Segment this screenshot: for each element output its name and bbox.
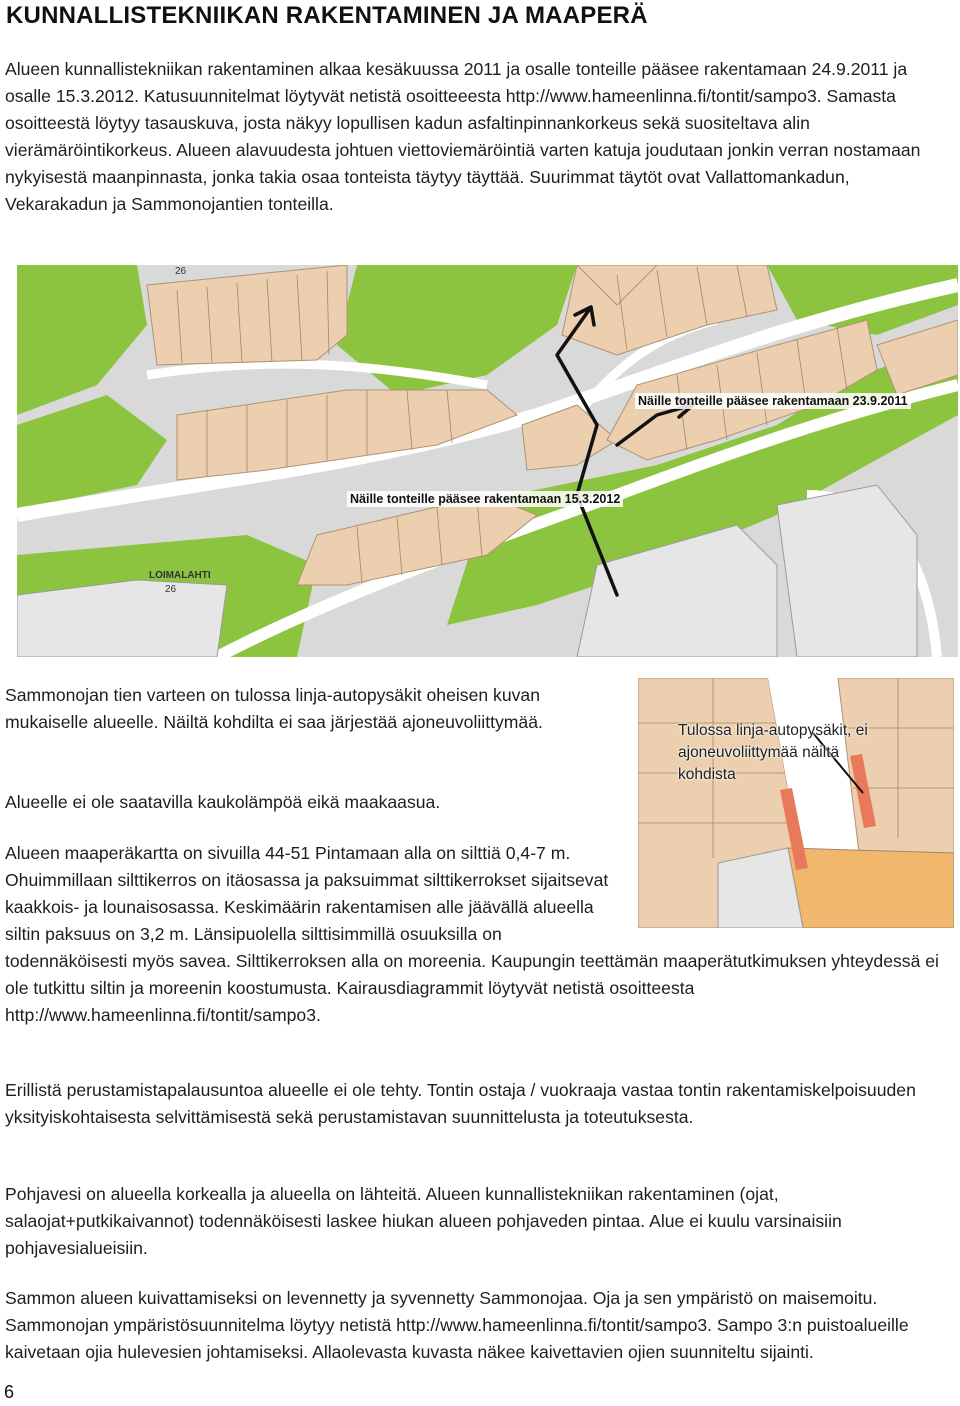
soil-paragraph-text: Alueen maaperäkartta on sivuilla 44-51 Pintamaan alla on silttiä 0,4-7 m. Ohuimmillaan silttikerros on itäosassa ja paksuimmat silttikerrokset sijaitsevat kaakkois- ja lounaisosassa. Keskimäärin rakentamisen alle jäävällä alueella siltin paksuus on 3,2 m. Länsipuolella silttisimmillä osuuksilla on todennäköisesti myös savea. Silttikerroksen alla on moreenia. Kaupungin teettämän maaperätutkimuksen yhteydessä ei ole tutkittu siltin ja moreenin koostumusta. Kairausdiagrammit löytyvät netistä osoitteesta http://www.hameenlinna.fi/tontit/sampo3. <box>5 843 939 1025</box>
map-district-name: LOIMALAHTI <box>149 570 211 581</box>
map-district-number: 26 <box>165 584 177 595</box>
map-label-2012: Näille tonteille pääsee rakentamaan 15.3.2012 <box>347 491 623 507</box>
section-heading: KUNNALLISTEKNIIKAN RAKENTAMINEN JA MAAPERÄ <box>6 2 648 29</box>
intro-paragraph: Alueen kunnallistekniikan rakentaminen alkaa kesäkuussa 2011 ja osalle tonteille pääsee rakentamaan 24.9.2011 ja osalle 15.3.2012. Katusuunnitelmat löytyvät netistä osoitteeesta http://www.hameenlinna.fi/tontit/sampo3. Samasta osoitteestä löytyy tasauskuva, josta näkyy lopullisen kadun asfaltinpinnankorkeus sekä suositeltava alin vierämäröintikorkeus. Alueen alavuudesta johtuen viettoviemäröintiä varten katuja joudutaan jonkin verran nostamaan nykyisestä maanpinnasta, jonka takia osaa tonteista täytyy täyttää. Suurimmat täytöt ovat Vallattomankadun, Vekarakadun ja Sammonojantien tonteilla. <box>5 59 921 214</box>
page-number: 6 <box>4 1382 15 1402</box>
zoning-map-drawing <box>17 265 958 657</box>
soil-paragraph <box>5 840 950 1029</box>
zoning-map <box>17 265 958 657</box>
bus-stop-paragraph: Sammonojan tien varteen on tulossa linja-autopysäkit oheisen kuvan mukaiselle alueelle. Näiltä kohdilta ei saa järjestää ajoneuvoliittymää. <box>5 685 543 732</box>
district-heating-paragraph: Alueelle ei ole saatavilla kaukolämpöä eikä maakaasua. <box>5 792 441 812</box>
inset-float-spacer <box>612 840 950 929</box>
groundwater-paragraph: Pohjavesi on alueella korkealla ja alueella on lähteitä. Alueen kunnallistekniikan rakentaminen (ojat, salaojat+putkikaivannot) todennäköisesti laskee hiukan alueen pohjaveden pintaa. Alue ei kuulu varsinaisiin pohjavesialueisiin. <box>5 1184 842 1258</box>
foundation-paragraph: Erillistä perustamistapalausuntoa alueelle ei ole tehty. Tontin ostaja / vuokraaja vastaa tontin rakentamiskelpoisuuden yksityiskohtaisesta selvittämisestä sekä perustamistavan suunnittelusta ja toteutuksesta. <box>5 1080 916 1127</box>
map-label-2011: Näille tonteille pääsee rakentamaan 23.9.2011 <box>635 393 911 409</box>
bus-stop-inset-label: Tulossa linja-autopysäkit, ei ajoneuvoliittymää näiltä kohdista <box>678 722 868 783</box>
drainage-paragraph: Sammon alueen kuivattamiseksi on levennetty ja syvennetty Sammonojaa. Oja ja sen ympäristö on maisemoitu. Sammonojan ympäristösuunnitelma löytyy netistä http://www.hameenlinna.fi/tontit/sampo3. Sampo 3:n puistoalueille kaivetaan ojia hulevesien johtamiseksi. Allaolevasta kuvasta näkee kaivettavien ojien suunniteltu sijainti. <box>5 1288 909 1362</box>
map-area-number: 26 <box>175 266 187 277</box>
